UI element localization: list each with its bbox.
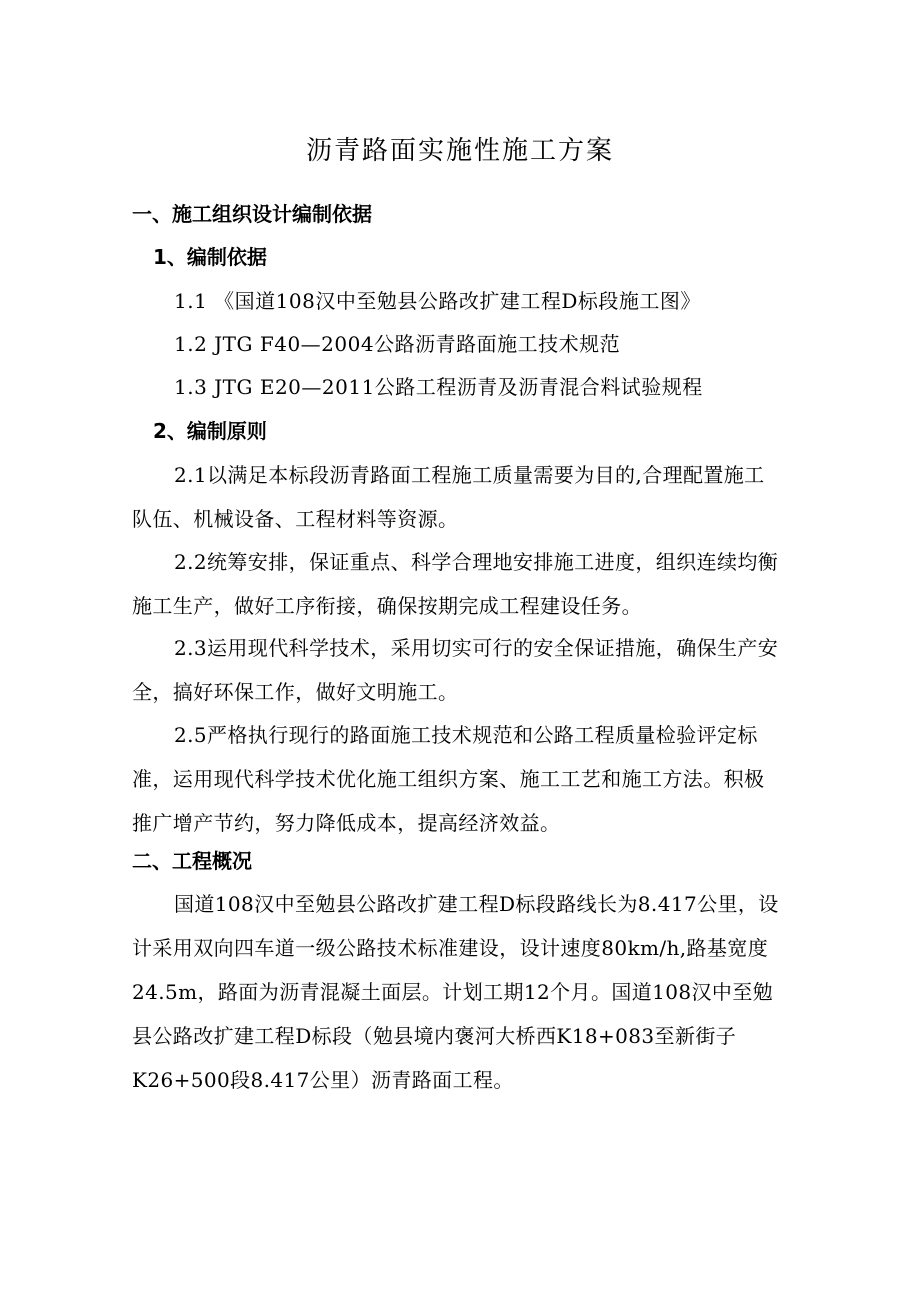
paragraph-line: 施工生产，做好工序衔接，确保按期完成工程建设任务。	[132, 594, 642, 618]
paragraph-line: 全，搞好环保工作，做好文明施工。	[132, 680, 459, 704]
principle-paragraph-4	[132, 713, 812, 845]
subsection-heading-principles: 2、编制原则	[153, 419, 267, 443]
basis-item-3: 1.3 JTG E20—2011公路工程沥青及沥青混合料试验规程	[174, 375, 703, 399]
section-heading-1: 一、施工组织设计编制依据	[132, 202, 372, 226]
basis-item-2: 1.2 JTG F40—2004公路沥青路面施工技术规范	[174, 332, 621, 356]
principle-paragraph-3	[132, 626, 812, 714]
paragraph-line: 队伍、机械设备、工程材料等资源。	[132, 507, 459, 531]
subsection-heading-basis: 1、编制依据	[153, 245, 267, 269]
basis-item-1: 1.1 《国道108汉中至勉县公路改扩建工程D标段施工图》	[174, 289, 701, 313]
paragraph-line: 2.3运用现代科学技术，采用切实可行的安全保证措施，确保生产安	[174, 636, 779, 660]
paragraph-line: 2.5严格执行现行的路面施工技术规范和公路工程质量检验评定标	[174, 723, 758, 747]
section-heading-2: 二、工程概况	[132, 849, 252, 873]
paragraph-line: 24.5m，路面为沥青混凝土面层。计划工期12个月。国道108汉中至勉	[132, 980, 774, 1004]
principle-paragraph-1	[132, 453, 812, 541]
paragraph-line: 国道108汉中至勉县公路改扩建工程D标段路线长为8.417公里，设	[174, 892, 779, 916]
paragraph-line: 2.2统筹安排，保证重点、科学合理地安排施工进度，组织连续均衡	[174, 550, 779, 574]
paragraph-line: 2.1以满足本标段沥青路面工程施工质量需要为目的,合理配置施工	[174, 463, 765, 487]
paragraph-line: K26+500段8.417公里）沥青路面工程。	[132, 1068, 514, 1092]
paragraph-line: 推广增产节约，努力降低成本，提高经济效益。	[132, 811, 561, 835]
overview-paragraph	[132, 882, 812, 1102]
paragraph-line: 县公路改扩建工程D标段（勉县境内褒河大桥西K18+083至新街子	[132, 1024, 737, 1048]
document-title: 沥青路面实施性施工方案	[305, 136, 614, 166]
paragraph-line: 计采用双向四车道一级公路技术标准建设，设计速度80km/h,路基宽度	[132, 936, 769, 960]
principle-paragraph-2	[132, 540, 812, 628]
paragraph-line: 准，运用现代科学技术优化施工组织方案、施工工艺和施工方法。积极	[132, 767, 765, 791]
